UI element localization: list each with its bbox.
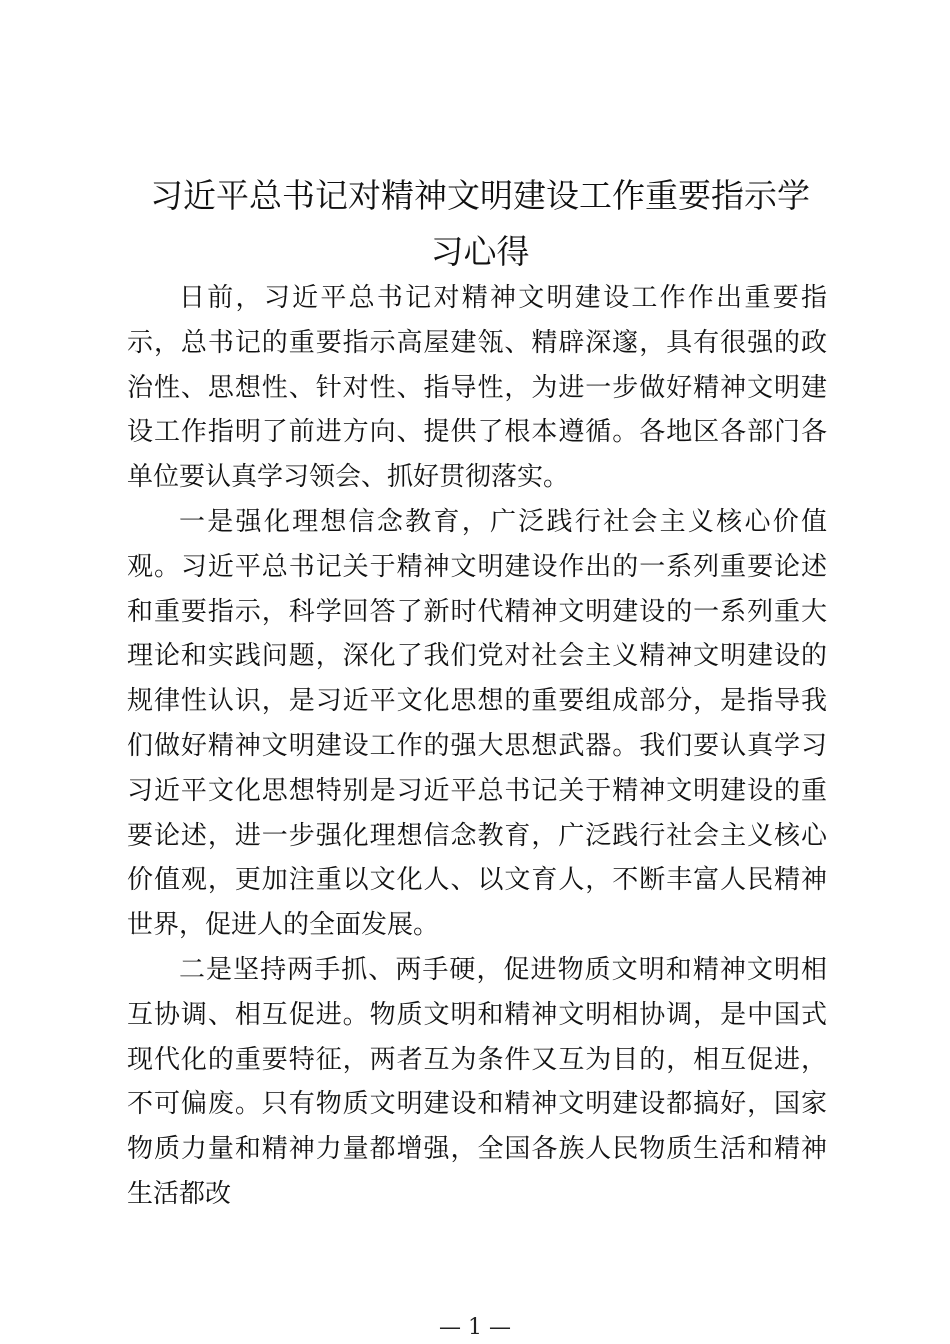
document-title	[100, 168, 860, 280]
paragraph-point-two: 二是坚持两手抓、两手硬，促进物质文明和精神文明相互协调、相互促进。物质文明和精神文明相协调，是中国式现代化的重要特征，两者互为条件又互为目的，相互促进，不可偏废。只有物质文明建设和精神文明建设都搞好，国家物质力量和精神力量都增强，全国各族人民物质生活和精神生活都改	[127, 954, 827, 1209]
document-title-line-2: 习心得	[430, 232, 530, 271]
document-body	[127, 276, 827, 1217]
document-title-line-1: 习近平总书记对精神文明建设工作重要指示学	[150, 176, 810, 215]
paragraph-intro: 日前，习近平总书记对精神文明建设工作作出重要指示，总书记的重要指示高屋建瓴、精辟深邃，具有很强的政治性、思想性、针对性、指导性，为进一步做好精神文明建设工作指明了前进方向、提供了根本遵循。各地区各部门各单位要认真学习领会、抓好贯彻落实。	[127, 283, 827, 493]
paragraph-point-one: 一是强化理想信念教育，广泛践行社会主义核心价值观。习近平总书记关于精神文明建设作出的一系列重要论述和重要指示，科学回答了新时代精神文明建设的一系列重大理论和实践问题，深化了我们党对社会主义精神文明建设的规律性认识，是习近平文化思想的重要组成部分，是指导我们做好精神文明建设工作的强大思想武器。我们要认真学习习近平文化思想特别是习近平总书记关于精神文明建设的重要论述，进一步强化理想信念教育，广泛践行社会主义核心价值观，更加注重以文化人、以文育人，不断丰富人民精神世界，促进人的全面发展。	[127, 506, 827, 941]
page-number: — 1 —	[439, 1315, 511, 1340]
